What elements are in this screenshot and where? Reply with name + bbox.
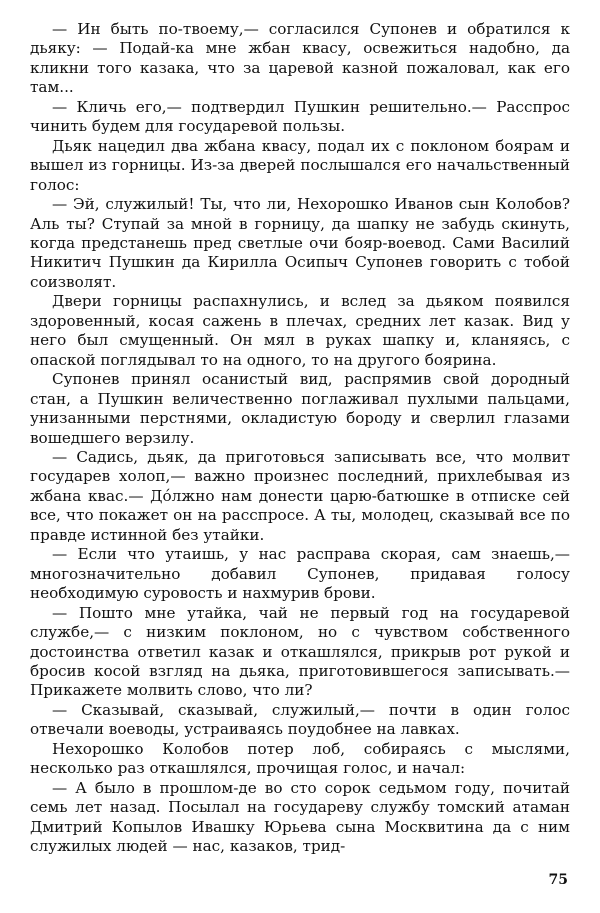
paragraph-5: Двери горницы распахнулись, и вслед за дьяком появился здоровенный, косая сажень в плечах, средних лет казак. Вид у него был смущенный. Он мял в руках шапку и, кланяясь, с опаской поглядывал то на одного, то на другого боярина. [30,292,570,369]
paragraph-8: — Если что утаишь, у нас расправа скорая, сам знаешь,— многозначительно добавил Супонев, придавая голосу необходимую суровость и нахмурив брови. [30,545,570,603]
paragraph-7: — Садись, дьяк, да приготовься записывать все, что молвит государев холоп,— важно произнес последний, прихлебывая из жбана квас.— До́лжно нам донести царю-батюшке в отписке сей все, что покажет он на расспросе. А ты, молодец, сказывай все по правде истинной без утайки. [30,447,570,544]
page-number: 75 [548,872,568,888]
paragraph-4: — Эй, служилый! Ты, что ли, Нехорошко Иванов сын Колобов? Аль ты? Ступай за мной в горницу, да шапку не забудь скинуть, когда предстанешь пред светлые очи бояр-воевод. Сами Василий Никитич Пушкин да Кирилла Осипыч Супонев говорить с тобой соизволят. [30,195,570,291]
paragraph-6: Супонев принял осанистый вид, распрямив свой дородный стан, а Пушкин величественно поглаживал пухлыми пальцами, унизанными перстнями, окладистую бороду и сверлил глазами вошедшего верзилу. [30,370,570,447]
paragraph-10: — Сказывай, сказывай, служилый,— почти в один голос отвечали воеводы, устраиваясь поудобнее на лавках. [30,700,570,739]
paragraph-2: — Кличь его,— подтвердил Пушкин решительно.— Расспрос чинить будем для государевой пользы. [30,97,570,136]
page-text [30,20,570,856]
paragraph-9: — Пошто мне утайка, чай не первый год на государевой службе,— с низким поклоном, но с чувством собственного достоинства ответил казак и откашлялся, прикрыв рот рукой и бросив косой взгляд на дьяка, приготовившегося записывать.— Прикажете молвить слово, что ли? [30,603,570,700]
paragraph-3: Дьяк нацедил два жбана квасу, подал их с поклоном боярам и вышел из горницы. Из-за дверей послышался его начальственный голос: [30,136,570,194]
paragraph-11: Нехорошко Колобов потер лоб, собираясь с мыслями, несколько раз откашлялся, прочищая голос, и начал: [30,739,570,778]
paragraph-1: — Ин быть по-твоему,— согласился Супонев и обратился к дьяку: — Подай-ка мне жбан квасу, освежиться надобно, да кликни того казака, что за царевой казной пожаловал, как его там... [30,20,570,97]
paragraph-12: — А было в прошлом-де во сто сорок седьмом году, почитай семь лет назад. Посылал на государеву службу томский атаман Дмитрий Копылов Ивашку Юрьева сына Москвитина да с ним служилых людей — нас, казаков, трид- [30,778,570,856]
